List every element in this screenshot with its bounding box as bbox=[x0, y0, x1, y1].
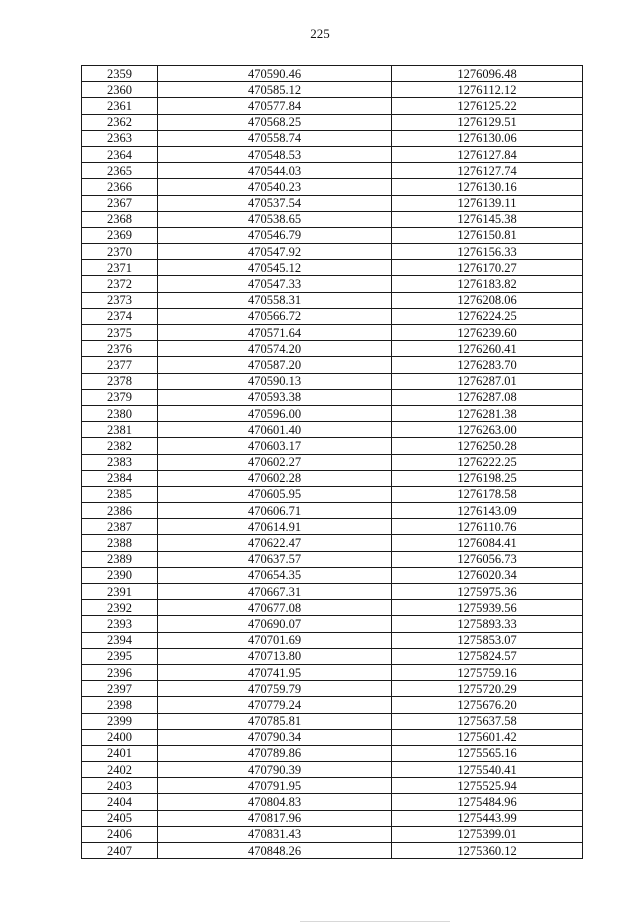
table-row bbox=[82, 729, 583, 745]
x-coordinate-cell: 470593.38 bbox=[158, 389, 392, 405]
point-number-cell: 2382 bbox=[82, 438, 158, 454]
point-number-cell: 2381 bbox=[82, 422, 158, 438]
y-coordinate-cell: 1276145.38 bbox=[392, 211, 583, 227]
point-number-cell: 2375 bbox=[82, 325, 158, 341]
x-coordinate-cell: 470789.86 bbox=[158, 745, 392, 761]
x-coordinate-cell: 470547.92 bbox=[158, 244, 392, 260]
point-number-cell: 2393 bbox=[82, 616, 158, 632]
point-number-cell: 2376 bbox=[82, 341, 158, 357]
point-number-cell: 2385 bbox=[82, 486, 158, 502]
y-coordinate-cell: 1276224.25 bbox=[392, 308, 583, 324]
table-row bbox=[82, 114, 583, 130]
table-row bbox=[82, 260, 583, 276]
x-coordinate-cell: 470603.17 bbox=[158, 438, 392, 454]
page-number: 225 bbox=[310, 26, 330, 41]
x-coordinate-cell: 470790.34 bbox=[158, 729, 392, 745]
table-row bbox=[82, 405, 583, 421]
point-number-cell: 2373 bbox=[82, 292, 158, 308]
x-coordinate-cell: 470791.95 bbox=[158, 778, 392, 794]
point-number-cell: 2396 bbox=[82, 664, 158, 680]
table-row bbox=[82, 195, 583, 211]
x-coordinate-cell: 470622.47 bbox=[158, 535, 392, 551]
x-coordinate-cell: 470558.31 bbox=[158, 292, 392, 308]
point-number-cell: 2384 bbox=[82, 470, 158, 486]
y-coordinate-cell: 1275540.41 bbox=[392, 762, 583, 778]
point-number-cell: 2395 bbox=[82, 648, 158, 664]
x-coordinate-cell: 470602.27 bbox=[158, 454, 392, 470]
y-coordinate-cell: 1276020.34 bbox=[392, 567, 583, 583]
point-number-cell: 2368 bbox=[82, 211, 158, 227]
table-row bbox=[82, 130, 583, 146]
x-coordinate-cell: 470602.28 bbox=[158, 470, 392, 486]
y-coordinate-cell: 1276222.25 bbox=[392, 454, 583, 470]
table-row bbox=[82, 503, 583, 519]
table-row bbox=[82, 211, 583, 227]
table-row bbox=[82, 600, 583, 616]
x-coordinate-cell: 470804.83 bbox=[158, 794, 392, 810]
table-row bbox=[82, 810, 583, 826]
y-coordinate-cell: 1275399.01 bbox=[392, 826, 583, 842]
table-row bbox=[82, 276, 583, 292]
y-coordinate-cell: 1275443.99 bbox=[392, 810, 583, 826]
point-number-cell: 2378 bbox=[82, 373, 158, 389]
x-coordinate-cell: 470544.03 bbox=[158, 163, 392, 179]
x-coordinate-cell: 470817.96 bbox=[158, 810, 392, 826]
point-number-cell: 2377 bbox=[82, 357, 158, 373]
y-coordinate-cell: 1275360.12 bbox=[392, 843, 583, 859]
point-number-cell: 2391 bbox=[82, 584, 158, 600]
y-coordinate-cell: 1276130.06 bbox=[392, 130, 583, 146]
table-row bbox=[82, 244, 583, 260]
x-coordinate-cell: 470537.54 bbox=[158, 195, 392, 211]
table-row bbox=[82, 146, 583, 162]
x-coordinate-cell: 470790.39 bbox=[158, 762, 392, 778]
x-coordinate-cell: 470587.20 bbox=[158, 357, 392, 373]
table-row bbox=[82, 227, 583, 243]
point-number-cell: 2374 bbox=[82, 308, 158, 324]
table-row bbox=[82, 567, 583, 583]
point-number-cell: 2405 bbox=[82, 810, 158, 826]
table-row bbox=[82, 616, 583, 632]
x-coordinate-cell: 470701.69 bbox=[158, 632, 392, 648]
x-coordinate-cell: 470546.79 bbox=[158, 227, 392, 243]
point-number-cell: 2367 bbox=[82, 195, 158, 211]
x-coordinate-cell: 470713.80 bbox=[158, 648, 392, 664]
point-number-cell: 2398 bbox=[82, 697, 158, 713]
table-row bbox=[82, 762, 583, 778]
y-coordinate-cell: 1275676.20 bbox=[392, 697, 583, 713]
y-coordinate-cell: 1276198.25 bbox=[392, 470, 583, 486]
coordinates-table-body bbox=[82, 66, 583, 859]
table-row bbox=[82, 486, 583, 502]
y-coordinate-cell: 1275484.96 bbox=[392, 794, 583, 810]
table-row bbox=[82, 648, 583, 664]
y-coordinate-cell: 1276178.58 bbox=[392, 486, 583, 502]
table-row bbox=[82, 454, 583, 470]
x-coordinate-cell: 470606.71 bbox=[158, 503, 392, 519]
coordinates-table bbox=[81, 65, 583, 859]
point-number-cell: 2366 bbox=[82, 179, 158, 195]
table-row bbox=[82, 82, 583, 98]
y-coordinate-cell: 1276283.70 bbox=[392, 357, 583, 373]
y-coordinate-cell: 1276287.01 bbox=[392, 373, 583, 389]
x-coordinate-cell: 470590.46 bbox=[158, 66, 392, 82]
x-coordinate-cell: 470779.24 bbox=[158, 697, 392, 713]
y-coordinate-cell: 1276260.41 bbox=[392, 341, 583, 357]
footer-divider bbox=[300, 921, 450, 922]
table-row bbox=[82, 778, 583, 794]
point-number-cell: 2394 bbox=[82, 632, 158, 648]
x-coordinate-cell: 470568.25 bbox=[158, 114, 392, 130]
y-coordinate-cell: 1275853.07 bbox=[392, 632, 583, 648]
table-row bbox=[82, 794, 583, 810]
table-row bbox=[82, 98, 583, 114]
point-number-cell: 2392 bbox=[82, 600, 158, 616]
x-coordinate-cell: 470538.65 bbox=[158, 211, 392, 227]
x-coordinate-cell: 470585.12 bbox=[158, 82, 392, 98]
x-coordinate-cell: 470741.95 bbox=[158, 664, 392, 680]
table-row bbox=[82, 438, 583, 454]
table-row bbox=[82, 713, 583, 729]
x-coordinate-cell: 470605.95 bbox=[158, 486, 392, 502]
table-row bbox=[82, 179, 583, 195]
x-coordinate-cell: 470677.08 bbox=[158, 600, 392, 616]
table-row bbox=[82, 470, 583, 486]
y-coordinate-cell: 1275601.42 bbox=[392, 729, 583, 745]
x-coordinate-cell: 470566.72 bbox=[158, 308, 392, 324]
x-coordinate-cell: 470848.26 bbox=[158, 843, 392, 859]
x-coordinate-cell: 470831.43 bbox=[158, 826, 392, 842]
y-coordinate-cell: 1276127.74 bbox=[392, 163, 583, 179]
table-row bbox=[82, 697, 583, 713]
table-row bbox=[82, 357, 583, 373]
y-coordinate-cell: 1276263.00 bbox=[392, 422, 583, 438]
point-number-cell: 2404 bbox=[82, 794, 158, 810]
table-row bbox=[82, 584, 583, 600]
table-row bbox=[82, 163, 583, 179]
x-coordinate-cell: 470547.33 bbox=[158, 276, 392, 292]
y-coordinate-cell: 1276125.22 bbox=[392, 98, 583, 114]
table-row bbox=[82, 389, 583, 405]
y-coordinate-cell: 1276170.27 bbox=[392, 260, 583, 276]
x-coordinate-cell: 470590.13 bbox=[158, 373, 392, 389]
x-coordinate-cell: 470637.57 bbox=[158, 551, 392, 567]
x-coordinate-cell: 470667.31 bbox=[158, 584, 392, 600]
y-coordinate-cell: 1276110.76 bbox=[392, 519, 583, 535]
point-number-cell: 2406 bbox=[82, 826, 158, 842]
table-row bbox=[82, 843, 583, 859]
x-coordinate-cell: 470558.74 bbox=[158, 130, 392, 146]
table-row bbox=[82, 826, 583, 842]
y-coordinate-cell: 1275939.56 bbox=[392, 600, 583, 616]
y-coordinate-cell: 1275975.36 bbox=[392, 584, 583, 600]
table-row bbox=[82, 422, 583, 438]
point-number-cell: 2387 bbox=[82, 519, 158, 535]
table-row bbox=[82, 325, 583, 341]
x-coordinate-cell: 470574.20 bbox=[158, 341, 392, 357]
point-number-cell: 2370 bbox=[82, 244, 158, 260]
y-coordinate-cell: 1276250.28 bbox=[392, 438, 583, 454]
y-coordinate-cell: 1275759.16 bbox=[392, 664, 583, 680]
x-coordinate-cell: 470601.40 bbox=[158, 422, 392, 438]
point-number-cell: 2399 bbox=[82, 713, 158, 729]
x-coordinate-cell: 470614.91 bbox=[158, 519, 392, 535]
point-number-cell: 2359 bbox=[82, 66, 158, 82]
y-coordinate-cell: 1275720.29 bbox=[392, 681, 583, 697]
x-coordinate-cell: 470690.07 bbox=[158, 616, 392, 632]
y-coordinate-cell: 1276127.84 bbox=[392, 146, 583, 162]
x-coordinate-cell: 470548.53 bbox=[158, 146, 392, 162]
point-number-cell: 2363 bbox=[82, 130, 158, 146]
y-coordinate-cell: 1276139.11 bbox=[392, 195, 583, 211]
table-row bbox=[82, 745, 583, 761]
point-number-cell: 2400 bbox=[82, 729, 158, 745]
point-number-cell: 2383 bbox=[82, 454, 158, 470]
point-number-cell: 2390 bbox=[82, 567, 158, 583]
point-number-cell: 2401 bbox=[82, 745, 158, 761]
y-coordinate-cell: 1276096.48 bbox=[392, 66, 583, 82]
y-coordinate-cell: 1276281.38 bbox=[392, 405, 583, 421]
point-number-cell: 2365 bbox=[82, 163, 158, 179]
x-coordinate-cell: 470545.12 bbox=[158, 260, 392, 276]
y-coordinate-cell: 1276056.73 bbox=[392, 551, 583, 567]
table-row bbox=[82, 292, 583, 308]
y-coordinate-cell: 1276130.16 bbox=[392, 179, 583, 195]
point-number-cell: 2403 bbox=[82, 778, 158, 794]
y-coordinate-cell: 1276143.09 bbox=[392, 503, 583, 519]
point-number-cell: 2364 bbox=[82, 146, 158, 162]
table-row bbox=[82, 341, 583, 357]
y-coordinate-cell: 1276150.81 bbox=[392, 227, 583, 243]
x-coordinate-cell: 470540.23 bbox=[158, 179, 392, 195]
y-coordinate-cell: 1275893.33 bbox=[392, 616, 583, 632]
y-coordinate-cell: 1276183.82 bbox=[392, 276, 583, 292]
table-row bbox=[82, 373, 583, 389]
point-number-cell: 2360 bbox=[82, 82, 158, 98]
x-coordinate-cell: 470759.79 bbox=[158, 681, 392, 697]
y-coordinate-cell: 1276239.60 bbox=[392, 325, 583, 341]
y-coordinate-cell: 1275565.16 bbox=[392, 745, 583, 761]
point-number-cell: 2379 bbox=[82, 389, 158, 405]
x-coordinate-cell: 470571.64 bbox=[158, 325, 392, 341]
point-number-cell: 2361 bbox=[82, 98, 158, 114]
table-row bbox=[82, 551, 583, 567]
table-row bbox=[82, 535, 583, 551]
point-number-cell: 2362 bbox=[82, 114, 158, 130]
point-number-cell: 2372 bbox=[82, 276, 158, 292]
x-coordinate-cell: 470577.84 bbox=[158, 98, 392, 114]
y-coordinate-cell: 1275824.57 bbox=[392, 648, 583, 664]
point-number-cell: 2397 bbox=[82, 681, 158, 697]
y-coordinate-cell: 1276112.12 bbox=[392, 82, 583, 98]
table-row bbox=[82, 664, 583, 680]
table-row bbox=[82, 308, 583, 324]
table-row bbox=[82, 632, 583, 648]
point-number-cell: 2386 bbox=[82, 503, 158, 519]
y-coordinate-cell: 1276156.33 bbox=[392, 244, 583, 260]
y-coordinate-cell: 1275637.58 bbox=[392, 713, 583, 729]
y-coordinate-cell: 1275525.94 bbox=[392, 778, 583, 794]
point-number-cell: 2380 bbox=[82, 405, 158, 421]
table-row bbox=[82, 519, 583, 535]
x-coordinate-cell: 470596.00 bbox=[158, 405, 392, 421]
point-number-cell: 2389 bbox=[82, 551, 158, 567]
point-number-cell: 2369 bbox=[82, 227, 158, 243]
x-coordinate-cell: 470654.35 bbox=[158, 567, 392, 583]
table-row bbox=[82, 66, 583, 82]
point-number-cell: 2388 bbox=[82, 535, 158, 551]
x-coordinate-cell: 470785.81 bbox=[158, 713, 392, 729]
y-coordinate-cell: 1276129.51 bbox=[392, 114, 583, 130]
point-number-cell: 2407 bbox=[82, 843, 158, 859]
y-coordinate-cell: 1276208.06 bbox=[392, 292, 583, 308]
point-number-cell: 2371 bbox=[82, 260, 158, 276]
y-coordinate-cell: 1276287.08 bbox=[392, 389, 583, 405]
point-number-cell: 2402 bbox=[82, 762, 158, 778]
table-row bbox=[82, 681, 583, 697]
y-coordinate-cell: 1276084.41 bbox=[392, 535, 583, 551]
